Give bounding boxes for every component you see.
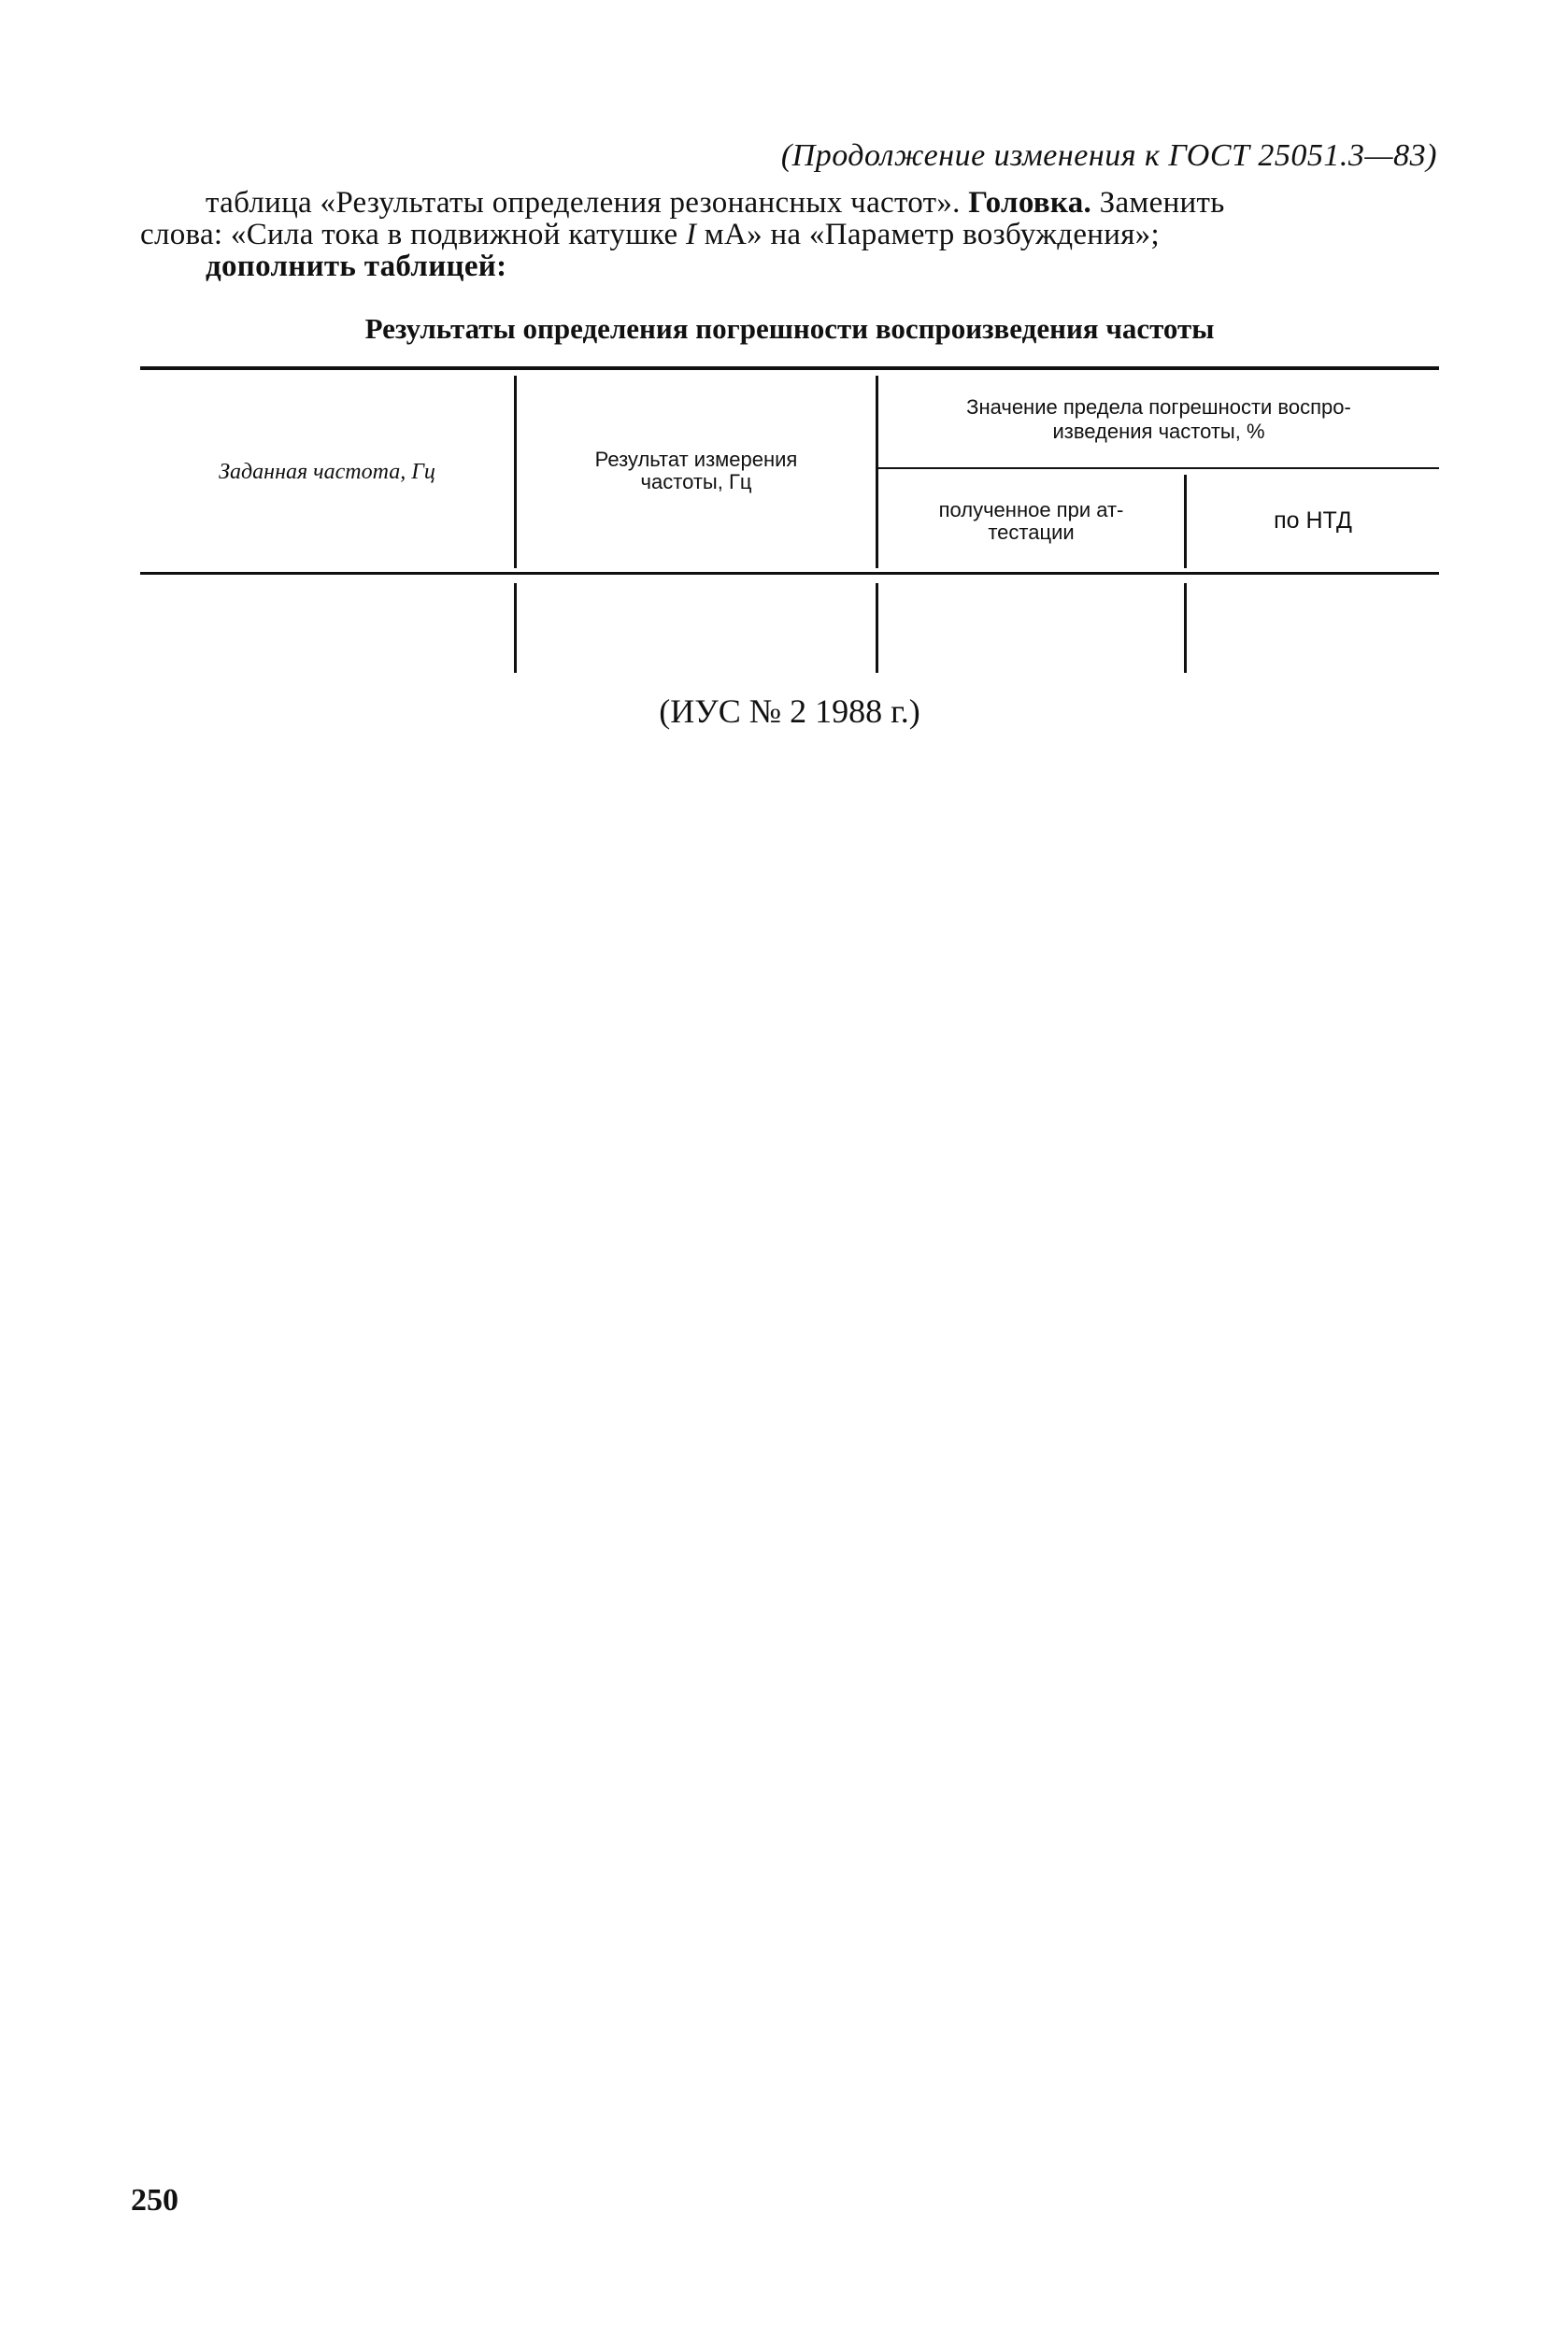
body-divider-3 — [1184, 583, 1187, 673]
header-set-frequency: Заданная частота, Гц — [219, 460, 435, 484]
body-line-1-bold: Головка. — [968, 186, 1092, 220]
header-measurement-line2: частоты, Гц — [640, 470, 752, 493]
header-measurement-line1: Результат измерения — [594, 448, 798, 471]
header-obtained-line1: полученное при ат- — [938, 498, 1124, 521]
body-line-1-end: Заменить — [1099, 186, 1225, 220]
body-line-2 — [140, 219, 1439, 250]
body-line-2-start: слова: «Сила тока в подвижной катушке — [140, 218, 686, 251]
body-divider-1 — [514, 583, 517, 673]
header-obtained-line2: тестации — [988, 521, 1075, 544]
table-top-rule — [140, 366, 1439, 370]
header-per-ntd: по НТД — [1274, 507, 1352, 534]
page-number: 250 — [131, 2183, 178, 2218]
header-group-line2: изведения частоты, % — [1052, 420, 1265, 443]
table-title: Результаты определения погрешности воспроизведения частоты — [364, 312, 1215, 345]
body-paragraph — [140, 187, 1439, 282]
current-symbol: I — [685, 218, 697, 251]
group-header-rule — [878, 467, 1439, 469]
data-table — [140, 366, 1439, 675]
body-line-1-start: таблица «Результаты определения резонансных частот». — [206, 186, 961, 220]
header-bottom-rule — [140, 572, 1439, 575]
body-divider-2 — [876, 583, 878, 673]
continuation-header: (Продолжение изменения к ГОСТ 25051.3—83) — [780, 138, 1437, 173]
body-line-3: дополнить таблицей: — [206, 250, 507, 283]
header-group-line1: Значение предела погрешности воспро- — [966, 395, 1351, 419]
ius-reference: (ИУС № 2 1988 г.) — [659, 692, 920, 730]
body-line-1 — [140, 187, 1439, 219]
body-line-2-end: мА» на «Параметр возбуждения»; — [696, 218, 1160, 251]
